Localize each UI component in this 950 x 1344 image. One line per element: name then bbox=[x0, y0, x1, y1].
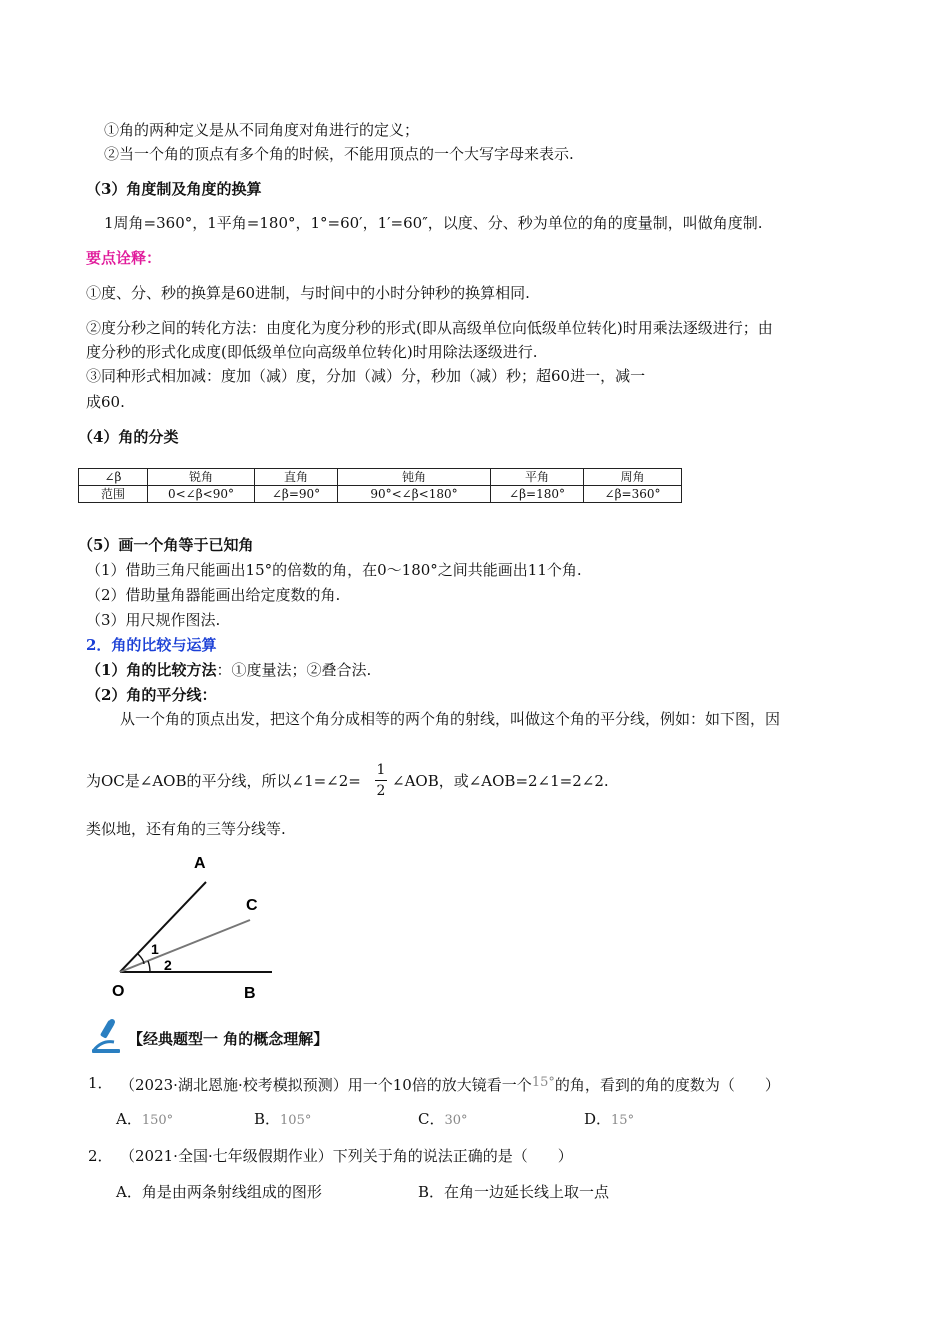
table-row bbox=[79, 486, 682, 503]
table-cell: ∠β=180° bbox=[491, 486, 584, 503]
label-a: A bbox=[194, 855, 206, 872]
table-cell: 平角 bbox=[491, 469, 584, 486]
fraction-bar bbox=[375, 780, 387, 781]
degree-system-line: 1周角=360°，1平角=180°，1°=60′，1′=60″，以度、分、秒为单位的角的度量制，叫做角度制. bbox=[104, 214, 763, 232]
bisector-body-2b: ∠AOB，或∠AOB=2∠1=2∠2. bbox=[392, 772, 609, 790]
q2-option-b[interactable]: B．在角一边延长线上取一点 bbox=[418, 1183, 610, 1201]
q1-option-c[interactable] bbox=[418, 1109, 468, 1131]
label-b: B bbox=[244, 985, 256, 1002]
table-cell: 0<∠β<90° bbox=[148, 486, 255, 503]
table-cell: 周角 bbox=[584, 469, 682, 486]
label-c: C bbox=[246, 897, 258, 914]
bisector-body-2a: 为OC是∠AOB的平分线，所以∠1=∠2= bbox=[86, 772, 361, 790]
key-point-3b: 成60. bbox=[86, 393, 125, 411]
question-1-degree: 15° bbox=[531, 1075, 555, 1090]
q1-option-d[interactable] bbox=[584, 1109, 634, 1131]
trisector-line: 类似地，还有角的三等分线等. bbox=[86, 820, 286, 838]
option-value: 30° bbox=[444, 1113, 468, 1128]
q2-option-a[interactable]: A．角是由两条射线组成的图形 bbox=[116, 1183, 322, 1201]
table-cell: 范围 bbox=[79, 486, 148, 503]
ray-oc bbox=[120, 920, 250, 972]
option-value: 15° bbox=[611, 1113, 635, 1128]
question-2-text: （2021·全国·七年级假期作业）下列关于角的说法正确的是（ ） bbox=[120, 1147, 573, 1165]
section-title-banner bbox=[88, 1016, 388, 1056]
key-point-3a: ③同种形式相加减：度加（减）度，分加（减）分，秒加（减）秒；超60进一，减一 bbox=[86, 367, 646, 385]
compare-methods bbox=[86, 660, 371, 680]
heading-3: （3）角度制及角度的换算 bbox=[86, 180, 262, 198]
bisector-body-1: 从一个角的顶点出发，把这个角分成相等的两个角的射线，叫做这个角的平分线，例如：如下图，因 bbox=[120, 710, 781, 728]
angle-bisector-figure bbox=[110, 848, 290, 1008]
question-2-number: 2． bbox=[88, 1147, 113, 1165]
option-label: C． bbox=[418, 1110, 445, 1128]
label-angle-1: 1 bbox=[151, 941, 159, 957]
key-point-1: ①度、分、秒的换算是60进制，与时间中的小时分钟秒的换算相同. bbox=[86, 284, 530, 302]
note-line-1: ①角的两种定义是从不同角度对角进行的定义； bbox=[104, 121, 420, 139]
draw-method-2: （2）借助量角器能画出给定度数的角. bbox=[86, 586, 341, 604]
section-title: 【经典题型一 角的概念理解】 bbox=[128, 1030, 329, 1048]
q1-option-b[interactable] bbox=[254, 1109, 311, 1131]
table-cell: ∠β=90° bbox=[255, 486, 338, 503]
question-1-stem: （2023·湖北恩施·校考模拟预测）用一个10倍的放大镜看一个 bbox=[120, 1076, 532, 1094]
option-label: A． bbox=[116, 1110, 142, 1128]
question-1-tail: 的角，看到的角的度数为（ ） bbox=[554, 1076, 780, 1094]
question-1-text bbox=[120, 1073, 780, 1095]
compare-methods-text: ：①度量法；②叠合法. bbox=[216, 661, 372, 679]
compare-methods-label: （1）角的比较方法 bbox=[86, 661, 217, 679]
bisector-heading: （2）角的平分线： bbox=[86, 686, 217, 704]
option-label: D． bbox=[584, 1110, 612, 1128]
table-cell: ∠β bbox=[79, 469, 148, 486]
option-value: 105° bbox=[280, 1113, 312, 1128]
ray-oa bbox=[120, 882, 206, 972]
angle-classification-table bbox=[78, 468, 682, 503]
draw-method-3: （3）用尺规作图法. bbox=[86, 611, 221, 629]
label-angle-2: 2 bbox=[164, 957, 172, 973]
section-2-heading: 2．角的比较与运算 bbox=[86, 636, 217, 654]
q1-option-a[interactable] bbox=[116, 1109, 173, 1131]
angle-1-arc bbox=[138, 954, 144, 964]
option-label: B． bbox=[254, 1110, 281, 1128]
table-row bbox=[79, 469, 682, 486]
option-value: 150° bbox=[141, 1113, 174, 1128]
label-o: O bbox=[112, 983, 125, 1000]
table-cell: 钝角 bbox=[338, 469, 491, 486]
table-cell: 直角 bbox=[255, 469, 338, 486]
angle-2-arc bbox=[148, 961, 150, 972]
table-cell: 锐角 bbox=[148, 469, 255, 486]
note-line-2: ②当一个角的顶点有多个角的时候，不能用顶点的一个大写字母来表示. bbox=[104, 145, 574, 163]
table-cell: ∠β=360° bbox=[584, 486, 682, 503]
key-point-2b: 度分秒的形式化成度(即低级单位向高级单位转化)时用除法逐级进行. bbox=[86, 343, 538, 361]
table-cell: 90°<∠β<180° bbox=[338, 486, 491, 503]
key-point-2a: ②度分秒之间的转化方法：由度化为度分秒的形式(即从高级单位向低级单位转化)时用乘法逐级进行；由 bbox=[86, 319, 773, 337]
heading-4: （4）角的分类 bbox=[78, 428, 179, 446]
fraction-denominator: 2 bbox=[376, 783, 386, 799]
microscope-icon bbox=[88, 1016, 126, 1056]
heading-5: （5）画一个角等于已知角 bbox=[78, 536, 254, 554]
key-points-label: 要点诠释： bbox=[86, 249, 162, 267]
fraction-numerator: 1 bbox=[376, 762, 386, 778]
draw-method-1: （1）借助三角尺能画出15°的倍数的角，在0～180°之间共能画出11个角. bbox=[86, 561, 582, 579]
question-1-number: 1． bbox=[88, 1074, 113, 1092]
